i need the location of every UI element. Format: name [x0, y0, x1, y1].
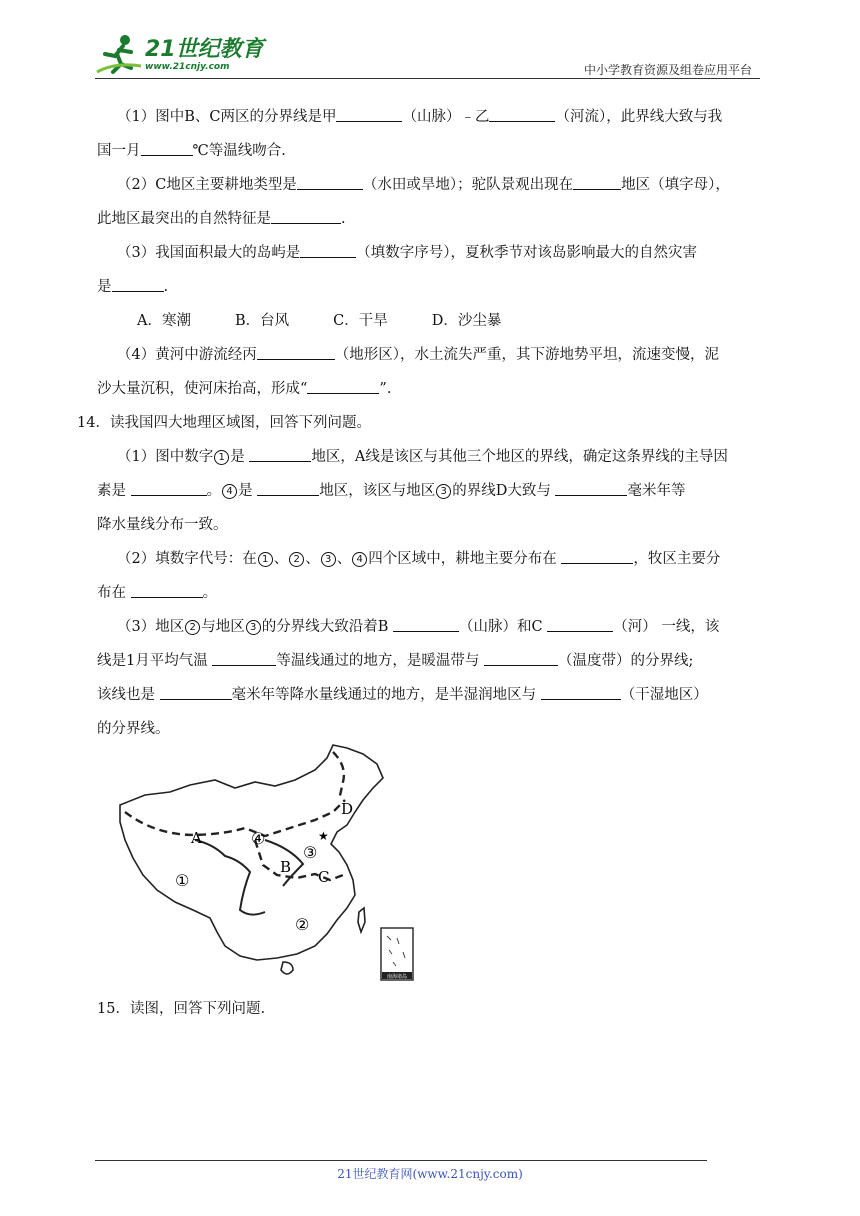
answer-blank[interactable]	[300, 243, 356, 258]
page-footer[interactable]: 21世纪教育网(www.21cnjy.com)	[337, 1167, 523, 1181]
q14-title: 14．读我国四大地理区域图，回答下列问题。	[77, 415, 371, 431]
circled-number-4: 4	[352, 552, 367, 567]
q13-part2-cont: 此地区最突出的自然特征是 .	[97, 211, 346, 227]
map-label-c: C	[318, 868, 330, 886]
q14-part3-cont: 线是1月平均气温 等温线通过的地方，是暖温带与 （温度带）的分界线;	[97, 653, 694, 669]
answer-blank[interactable]	[307, 379, 379, 394]
answer-blank[interactable]	[561, 549, 633, 564]
answer-blank[interactable]	[131, 583, 203, 598]
map-region-3: ③	[303, 843, 318, 862]
answer-blank[interactable]	[257, 345, 335, 360]
answer-blank[interactable]	[555, 481, 627, 496]
q14-part3-cont2: 该线也是 毫米年等降水量线通过的地方，是半湿润地区与 （干湿地区）	[97, 687, 708, 703]
map-label-b: B	[280, 858, 292, 876]
answer-blank[interactable]	[212, 651, 276, 666]
answer-blank[interactable]	[257, 481, 319, 496]
q14-part2: （2）填数字代号：在 1 、 2 、 3 、 4 四个区域中，耕地主要分布在 ，牧区主要分	[117, 551, 721, 567]
answer-blank[interactable]	[541, 685, 621, 700]
china-regions-map	[115, 740, 420, 985]
answer-blank[interactable]	[112, 277, 164, 292]
q14-part1-cont2: 降水量线分布一致。	[97, 517, 228, 533]
circled-number-3: 3	[246, 620, 261, 635]
taiwan-island	[358, 908, 365, 932]
q13-options	[97, 304, 765, 338]
hainan-island	[281, 962, 293, 974]
answer-blank[interactable]	[484, 651, 558, 666]
circled-number-2: 2	[185, 620, 200, 635]
footer-divider	[95, 1160, 707, 1161]
runner-logo-icon	[95, 32, 145, 76]
inset-label: 南海诸岛	[386, 974, 408, 980]
answer-blank[interactable]	[547, 617, 613, 632]
circled-number-3: 3	[436, 484, 451, 499]
answer-blank[interactable]	[131, 481, 207, 496]
q13-part2: （2）C地区主要耕地类型是 （水田或旱地）；驼队景观出现在 地区（填字母），	[117, 177, 730, 193]
answer-blank[interactable]	[336, 107, 402, 122]
answer-blank[interactable]	[297, 175, 363, 190]
q13-part3-cont: 是 .	[97, 279, 169, 295]
q14-part1: （1）图中数字 1 是 地区，A线是该区与其他三个地区的界线，确定这条界线的主导因	[117, 449, 728, 465]
map-region-2: ②	[295, 915, 310, 934]
q13-part4: （4）黄河中游流经丙 （地形区），水土流失严重，其下游地势平坦，流速变慢，泥	[117, 347, 719, 363]
circled-number-2: 2	[289, 552, 304, 567]
q14-part1-cont: 素是 。 4 是 地区，该区与地区 3 的界线D大致与 毫米年等	[97, 483, 686, 499]
q13-part1-cont: 国一月 ℃等温线吻合.	[97, 143, 286, 159]
answer-blank[interactable]	[489, 107, 555, 122]
logo-text: 21世纪教育	[145, 37, 264, 62]
answer-blank[interactable]	[249, 447, 311, 462]
answer-blank[interactable]	[141, 141, 193, 156]
option-b[interactable]: B．台风	[234, 313, 290, 329]
option-d[interactable]: D．沙尘暴	[431, 313, 502, 329]
platform-name: 中小学教育资源及组卷应用平台	[583, 63, 752, 77]
q13-part3: （3）我国面积最大的岛屿是 （填数字序号），夏秋季节对该岛影响最大的自然灾害	[117, 245, 697, 261]
site-logo	[95, 32, 265, 76]
logo-url: www.21cnjy.com	[145, 62, 230, 72]
q13-part1: （1）图中B、C两区的分界线是甲 （山脉）﹣乙 （河流），此界线大致与我	[117, 109, 723, 125]
option-a[interactable]: A．寒潮	[137, 313, 191, 329]
q14-part2-cont: 布在 。	[97, 585, 218, 601]
q14-part3: （3）地区 2 与地区 3 的分界线大致沿着B （山脉）和C （河） 一线，该	[117, 619, 720, 635]
boundary-a	[125, 800, 345, 836]
document-body	[77, 100, 765, 746]
circled-number-1: 1	[258, 552, 273, 567]
map-label-d: D	[341, 800, 354, 818]
q14-part3-cont3: 的分界线。	[97, 721, 170, 737]
page-header	[95, 28, 760, 80]
capital-star-icon: ★	[318, 829, 329, 843]
q15-title: 15．读图，回答下列问题.	[97, 1001, 266, 1017]
answer-blank[interactable]	[573, 175, 621, 190]
south-china-sea-inset	[381, 928, 413, 980]
map-label-a: A	[191, 829, 202, 847]
answer-blank[interactable]	[393, 617, 459, 632]
circled-number-1: 1	[214, 450, 229, 465]
map-region-1: ①	[175, 871, 190, 890]
header-divider	[95, 78, 760, 79]
answer-blank[interactable]	[271, 209, 341, 224]
option-c[interactable]: C．干旱	[333, 313, 388, 329]
circled-number-3: 3	[321, 552, 336, 567]
boundary-d	[333, 752, 344, 800]
answer-blank[interactable]	[160, 685, 232, 700]
circled-number-4: 4	[222, 484, 237, 499]
map-region-4: ④	[251, 829, 266, 848]
q13-part4-cont: 沙大量沉积，使河床抬高，形成“ ”.	[97, 381, 392, 397]
